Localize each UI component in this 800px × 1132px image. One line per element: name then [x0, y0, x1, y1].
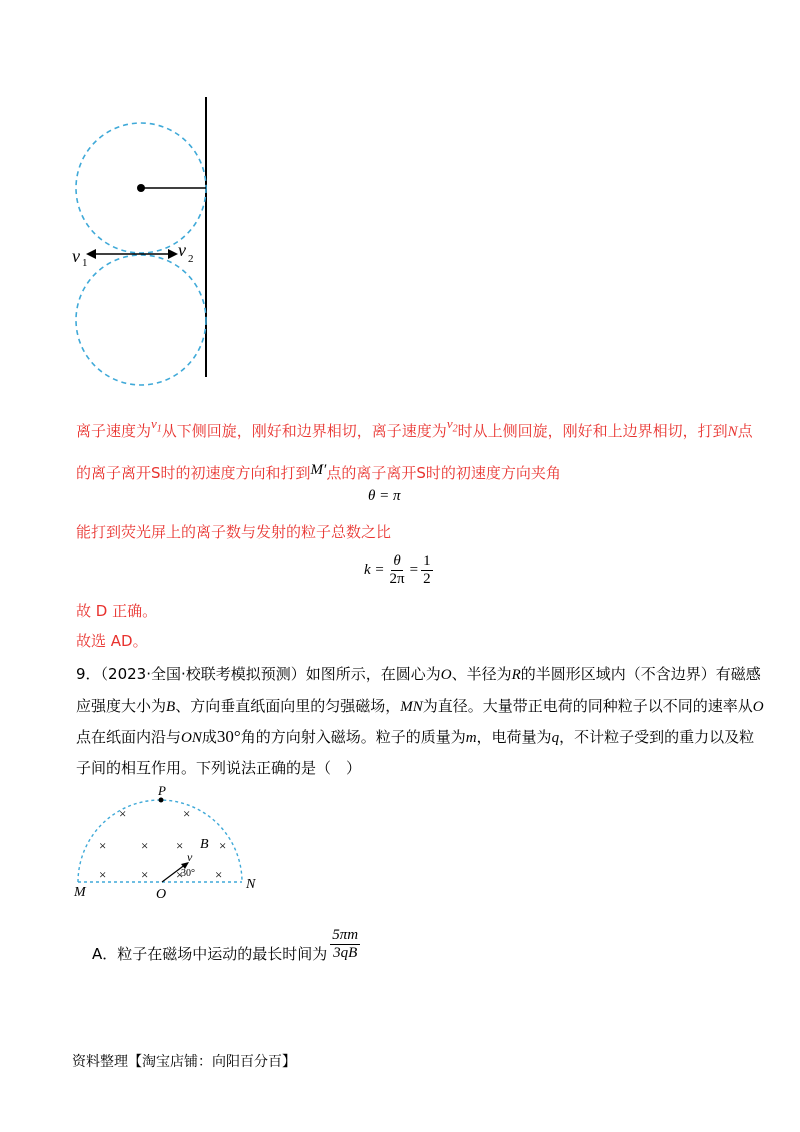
- lower-circle: [76, 255, 206, 385]
- m-prime-symbol: M′: [310, 462, 327, 478]
- cross: ×: [215, 867, 223, 882]
- v1-label: v: [72, 246, 80, 266]
- cross: ×: [119, 806, 127, 821]
- label-m: M: [74, 885, 86, 900]
- text: 时从上侧回旋，刚好和上边界相切，打到: [457, 422, 728, 440]
- question-line-2: 应强度大小为B、方向垂直纸面向里的匀强磁场，MN为直径。大量带正电荷的同种粒子以不同的速率从O: [76, 697, 764, 715]
- cross: ×: [176, 838, 184, 853]
- explanation-line-3: 能打到荧光屏上的离子数与发射的粒子总数之比: [76, 523, 392, 541]
- explanation-line-4: 故 D 正确。: [76, 602, 158, 620]
- cross: ×: [99, 867, 107, 882]
- text: 从下侧回旋，刚好和边界相切，离子速度为: [161, 422, 447, 440]
- option-a-label: A．粒子在磁场中运动的最长时间为: [92, 945, 328, 963]
- cross: ×: [141, 867, 149, 882]
- v1-symbol: $v_1$: [151, 416, 162, 435]
- point-p: [159, 798, 164, 803]
- question-line-4: 子间的相互作用。下列说法正确的是（ ）: [76, 759, 362, 777]
- equation-k: k = $\frac{\theta}{2\pi}$ = $\frac{1}{2}$: [364, 553, 431, 587]
- text: 点的离子离开S时的初速度方向夹角: [326, 464, 561, 482]
- label-v: v: [187, 850, 193, 864]
- explanation-line-1: [76, 416, 753, 441]
- figure-tangent-circles: [60, 90, 230, 390]
- option-a-fraction: $\frac{5\pi m}{3qB}$: [332, 927, 359, 961]
- text: 离子速度为: [76, 422, 152, 440]
- n-symbol: N: [727, 424, 738, 440]
- cross: ×: [183, 806, 191, 821]
- label-o: O: [156, 887, 167, 900]
- explanation-line-2: [76, 462, 561, 483]
- v2-sub: 2: [188, 253, 194, 265]
- cross: ×: [99, 838, 107, 853]
- cross: ×: [176, 867, 184, 882]
- cross: ×: [141, 838, 149, 853]
- arrow-left-head: [86, 249, 96, 259]
- text: 点: [737, 422, 753, 440]
- figure-semicircle-field: [70, 780, 270, 900]
- footer-source: 资料整理【淘宝店铺：向阳百分百】: [72, 1054, 296, 1070]
- cross: ×: [219, 838, 227, 853]
- label-b: B: [200, 837, 209, 852]
- label-n: N: [246, 877, 256, 892]
- label-p: P: [158, 783, 166, 798]
- question-line-1: 9．（2023·全国·校联考模拟预测）如图所示，在圆心为O、半径为R的半圆形区域内（不含边界）有磁感: [76, 665, 761, 683]
- v1-sub: 1: [82, 257, 88, 269]
- label-angle: 30°: [181, 868, 195, 879]
- explanation-line-5: 故选 AD。: [76, 632, 148, 650]
- v2-label: v: [178, 240, 186, 260]
- v2-symbol: $v_2$: [446, 416, 458, 435]
- text: 的离子离开S时的初速度方向和打到: [76, 464, 311, 482]
- equation-theta: θ = π: [368, 488, 401, 504]
- option-a: [92, 925, 363, 964]
- question-line-3: 点在纸面内沿与ON成30°角的方向射入磁场。粒子的质量为m，电荷量为q，不计粒子受到的重力以及粒: [76, 727, 755, 746]
- arrow-right-head: [168, 249, 178, 259]
